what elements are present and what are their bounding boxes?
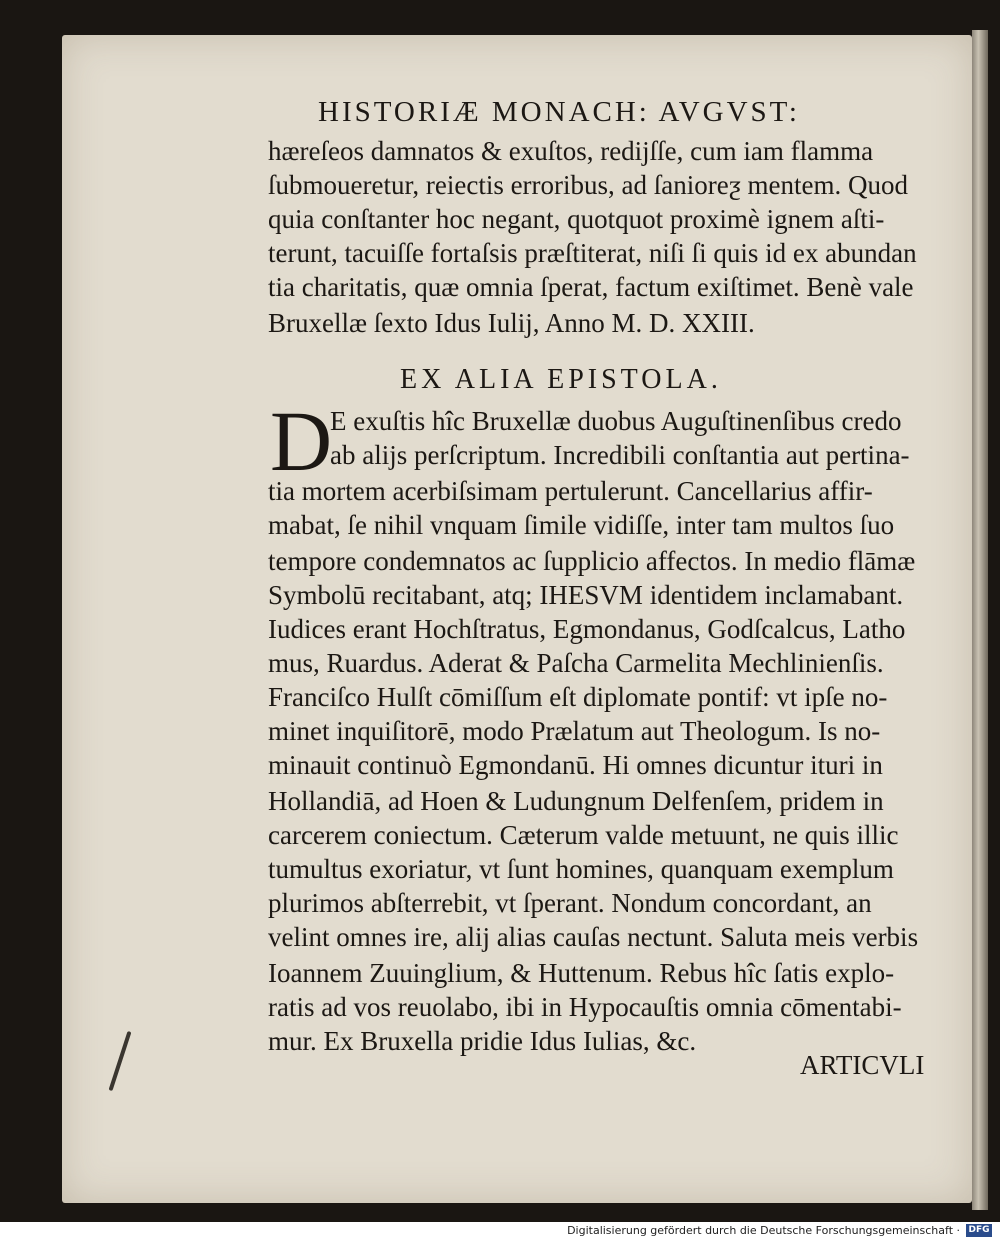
- text-line: tia charitatis, quæ omnia ſperat, factum exiſtimet. Benè vale: [268, 272, 914, 302]
- text-line: minauit continuò Egmondanū. Hi omnes dicuntur ituri in: [268, 750, 883, 780]
- text-line: ratis ad vos reuolabo, ibi in Hypocauſtis omnia cōmentabi-: [268, 992, 902, 1022]
- text-line: tumultus exoriatur, vt ſunt homines, quanquam exemplum: [268, 854, 894, 884]
- page-edge: [972, 30, 988, 1210]
- text-line: Symbolū recitabant, atq; IHESVM identidem inclamabant.: [268, 580, 904, 610]
- text-line: hæreſeos damnatos & exuſtos, rediјſſe, cum iam flamma: [268, 136, 874, 166]
- section-heading: EX ALIA EPISTOLA.: [400, 364, 722, 395]
- text-line: ab alijs perſcriptum. Incredibili conſtantia aut pertina-: [330, 440, 910, 470]
- text-line: ſubmoueretur, reiectis erroribus, ad ſanioreƺ mentem. Quod: [268, 170, 908, 200]
- text-line: tempore condemnatos ac ſupplicio affectos. In medio flāmæ: [268, 546, 916, 576]
- text-line: carcerem coniectum. Cæterum valde metuunt, ne quis illic: [268, 820, 899, 850]
- text-line: Iudices erant Hochſtratus, Egmondanus, Godſcalcus, Latho: [268, 614, 906, 644]
- text-line: Hollandiā, ad Hoen & Ludungnum Delfenſem, pridem in: [268, 786, 884, 816]
- footer-credit: Digitalisierung gefördert durch die Deutsche Forschungsgemeinschaft ·: [567, 1224, 960, 1237]
- running-head: HISTORIÆ MONACH: AVGVST:: [318, 96, 800, 128]
- text-line: mabat, ſe nihil vnquam ſimile vidiſſe, inter tam multos ſuo: [268, 510, 895, 540]
- text-line: E exuſtis hîc Bruxellæ duobus Auguſtinenſibus credo: [330, 406, 902, 436]
- text-line: terunt, tacuiſſe fortaſsis præſtiterat, niſi ſi quis id ex abundan: [268, 238, 917, 268]
- text-line: quia conſtanter hoc negant, quotquot proximè ignem aſti-: [268, 204, 885, 234]
- catchword: ARTICVLI: [800, 1050, 925, 1080]
- text-line: plurimos abſterrebit, vt ſperant. Nondum concordant, an: [268, 888, 872, 918]
- text-line: Franciſco Hulſt cōmiſſum eſt diplomate pontif: vt ipſe no-: [268, 682, 888, 712]
- text-line: velint omnes ire, alij alias cauſas nectunt. Saluta meis verbis: [268, 922, 919, 952]
- text-line: mur. Ex Bruxella pridie Idus Iulias, &c.: [268, 1026, 697, 1056]
- drop-initial: D: [270, 393, 333, 489]
- text-line: minet inquiſitorē, modo Prælatum aut Theologum. Is no-: [268, 716, 881, 746]
- text-line: Ioannem Zuuinglium, & Huttenum. Rebus hîc ſatis explo-: [268, 958, 895, 988]
- text-line: mus, Ruardus. Aderat & Paſcha Carmelita Mechlinienſis.: [268, 648, 884, 678]
- text-line: Bruxellæ ſexto Idus Iulij, Anno M. D. XXIII.: [268, 308, 755, 338]
- dfg-logo-icon: DFG: [966, 1224, 992, 1237]
- text-line: tia mortem acerbiſsimam pertulerunt. Cancellarius affir-: [268, 476, 873, 506]
